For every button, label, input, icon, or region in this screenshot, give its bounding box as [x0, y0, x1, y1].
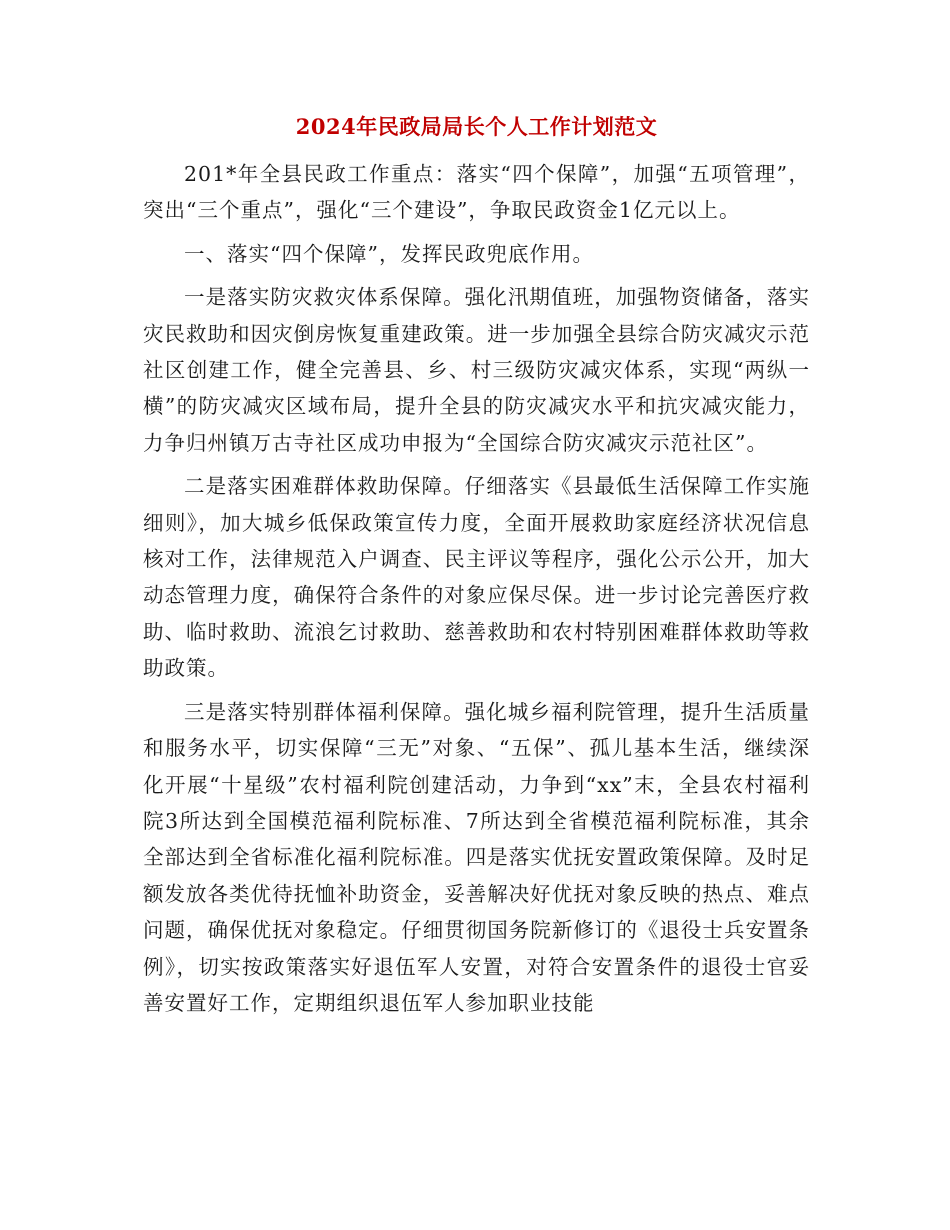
paragraph-section-heading: 一、落实“四个保障”，发挥民政兜底作用。	[184, 241, 594, 266]
paragraph-summary: 201*年全县民政工作重点：落实“四个保障”，加强“五项管理”，突出“三个重点”，强化“三个建设”，争取民政资金1亿元以上。	[143, 162, 810, 223]
document-title: 2024年民政局局长个人工作计划范文	[295, 114, 658, 139]
paragraph-hardship-assistance: 二是落实困难群体救助保障。仔细落实《县最低生活保障工作实施细则》，加大城乡低保政策宣传力度，全面开展救助家庭经济状况信息核对工作，法律规范入户调查、民主评议等程序，强化公示公开，加大动态管理力度，确保符合条件的对象应保尽保。进一步讨论完善医疗救助、临时救助、流浪乞讨救助、慈善救助和农村特别困难群体救助等救助政策。	[143, 474, 810, 681]
paragraph-special-welfare: 三是落实特别群体福利保障。强化城乡福利院管理，提升生活质量和服务水平，切实保障“三无”对象、“五保”、孤儿基本生活，继续深化开展“十星级”农村福利院创建活动，力争到“xx”末，全县农村福利院3所达到全国模范福利院标准、7所达到全省模范福利院标准，其余全部达到全省标准化福利院标准。四是落实优抚安置政策保障。及时足额发放各类优待抚恤补助资金，妥善解决好优抚对象反映的热点、难点问题，确保优抚对象稳定。仔细贯彻国务院新修订的《退役士兵安置条例》，切实按政策落实好退伍军人安置，对符合安置条件的退役士官妥善安置好工作，定期组织退伍军人参加职业技能	[143, 699, 810, 1015]
paragraph-disaster-relief: 一是落实防灾救灾体系保障。强化汛期值班，加强物资储备，落实灾民救助和因灾倒房恢复重建政策。进一步加强全县综合防灾减灾示范社区创建工作，健全完善县、乡、村三级防灾减灾体系，实现“两纵一横”的防灾减灾区域布局，提升全县的防灾减灾水平和抗灾减灾能力，力争归州镇万古寺社区成功申报为“全国综合防灾减灾示范社区”。	[143, 285, 810, 455]
